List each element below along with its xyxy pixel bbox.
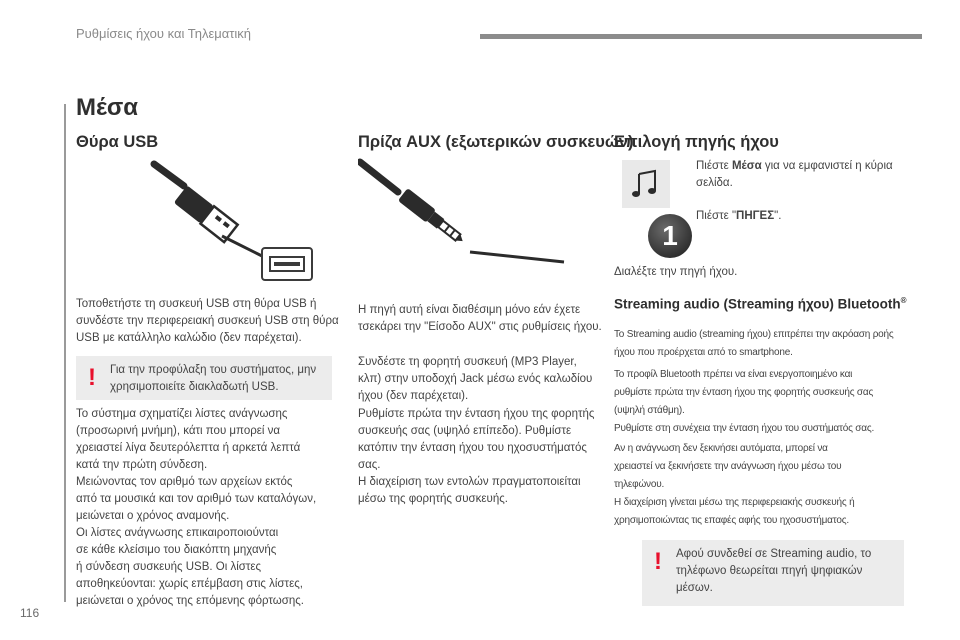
streaming-line: τηλεφώνου.	[614, 479, 665, 490]
usb-body-line: μειώνεται ο χρόνος της επόμενης φόρτωσης.	[76, 595, 304, 607]
page-header-title: Ρυθμίσεις ήχου και Τηλεματική	[76, 26, 252, 41]
media-button-tile	[622, 160, 670, 208]
source-step-2	[696, 208, 896, 225]
usb-body-line: από τα μουσικά και τον αριθμό των καταλόγων,	[76, 493, 317, 505]
streaming-para-1: Το Streaming audio (streaming ήχου) επιτρέπει την ακρόαση ροής ήχου που προέρχεται από το smartphone.	[614, 329, 894, 358]
streaming-note-text: Αφού συνδεθεί σε Streaming audio, το τηλέφωνο θεωρείται πηγή ψηφιακών μέσων.	[676, 548, 872, 594]
warning-mark-icon: !	[88, 364, 96, 391]
usb-plug-illustration	[150, 156, 340, 286]
usb-body-line: Μειώνοντας τον αριθμό των αρχείων εκτός	[76, 476, 293, 488]
usb-body-line: σε κάθε κλείσιμο του διακόπτη μηχανής	[76, 544, 277, 556]
streaming-line: χρειαστεί να ξεκινήσετε την ανάγνωση ήχου μέσω του	[614, 461, 842, 472]
streaming-line: (υψηλή στάθμη).	[614, 405, 685, 416]
streaming-para-3	[614, 440, 914, 530]
header-rule	[480, 34, 922, 39]
aux-line: συσκευής σας (υψηλό επίπεδο). Ρυθμίστε	[358, 425, 572, 437]
usb-heading: Θύρα USB	[76, 133, 159, 151]
aux-line: Η διαχείριση των εντολών πραγματοποιείται	[358, 476, 581, 488]
usb-body-line: Οι λίστες ανάγνωσης επικαιροποιούνται	[76, 527, 279, 539]
usb-body-line: ή σύνδεση συσκευής USB. Οι λίστες	[76, 561, 262, 573]
streaming-line: Ρυθμίστε στη συνέχεια την ένταση ήχου του συστήματός σας.	[614, 423, 875, 434]
section-title: Μέσα	[76, 94, 138, 121]
step2-pre: Πιέστε "	[696, 210, 737, 222]
step2-post: ".	[774, 210, 782, 222]
streaming-para-2	[614, 366, 914, 438]
aux-line: μέσω της φορητής συσκευής.	[358, 493, 508, 505]
aux-para-1: Η πηγή αυτή είναι διαθέσιμη μόνο εάν έχετε τσεκάρει την "Είσοδο AUX" στις ρυθμίσεις ήχου.	[358, 304, 602, 333]
warning-mark-icon: !	[654, 548, 662, 575]
streaming-line: Η διαχείριση γίνεται μέσω της περιφερειακής συσκευής ή	[614, 497, 855, 508]
step-number-badge: 1	[648, 214, 692, 258]
step1-post: για να εμφανιστεί η κύρια σελίδα.	[696, 160, 893, 189]
page-number: 116	[20, 606, 40, 620]
usb-body	[76, 406, 348, 610]
source-step-1	[696, 158, 896, 192]
streaming-line: ρυθμίστε πρώτα την ένταση ήχου της φορητής συσκευής σας	[614, 387, 874, 398]
usb-body-line: (προσωρινή μνήμη), κάτι που μπορεί να	[76, 425, 281, 437]
step1-bold: Μέσα	[731, 160, 762, 172]
streaming-line: χρησιμοποιώντας τις επαφές αφής του ηχοσυστήματος.	[614, 515, 849, 526]
aux-para-3	[358, 406, 618, 508]
usb-note-text: Για την προφύλαξη του συστήματος, μην χρησιμοποιείτε διακλαδωτή USB.	[110, 364, 317, 393]
music-note-icon	[622, 160, 670, 208]
streaming-line: Αν η ανάγνωση δεν ξεκινήσει αυτόματα, μπορεί να	[614, 443, 828, 454]
aux-jack-illustration	[358, 156, 578, 286]
step1-pre: Πιέστε	[696, 160, 732, 172]
streaming-title-text: Streaming audio (Streaming ήχου) Bluetooth	[614, 296, 901, 312]
trademark-mark: ®	[900, 296, 907, 305]
aux-line: σας.	[358, 459, 381, 471]
usb-body-line: αποθηκεύονται: χωρίς επέμβαση στις λίστες,	[76, 578, 303, 590]
aux-line: Ρυθμίστε πρώτα την ένταση ήχου της φορητής	[358, 408, 595, 420]
aux-para-2: Συνδέστε τη φορητή συσκευή (MP3 Player, κλπ) στην υποδοχή Jack μέσω ενός καλωδίου ήχου (δεν παρέχεται).	[358, 356, 593, 402]
usb-body-line: μειώνεται ο χρόνος αναμονής.	[76, 510, 230, 522]
streaming-line: Το προφίλ Bluetooth πρέπει να είναι ενεργοποιημένο και	[614, 369, 853, 380]
margin-rule	[64, 104, 66, 602]
step2-bold: ΠΗΓΕΣ	[736, 210, 775, 222]
usb-body-line: Το σύστημα σχηματίζει λίστες ανάγνωσης	[76, 408, 288, 420]
aux-heading: Πρίζα AUX (εξωτερικών συσκευών)	[358, 133, 634, 151]
aux-line: κατόπιν την ένταση ήχου του ηχοσυστήματός	[358, 442, 587, 454]
usb-paragraph: Τοποθετήστε τη συσκευή USB στη θύρα USB ή συνδέστε την περιφερειακή συσκευή USB στη θύρα USB με κατάλληλο καλώδιο (δεν παρέχεται).	[76, 298, 339, 344]
source-heading: Επιλογή πηγής ήχου	[614, 133, 779, 151]
usb-body-line: κατά την πρώτη σύνδεση.	[76, 459, 208, 471]
usb-body-line: χρειαστεί λίγα δευτερόλεπτα ή αρκετά λεπτά	[76, 442, 301, 454]
source-choose: Διαλέξτε την πηγή ήχου.	[614, 266, 738, 278]
streaming-title	[614, 296, 907, 312]
